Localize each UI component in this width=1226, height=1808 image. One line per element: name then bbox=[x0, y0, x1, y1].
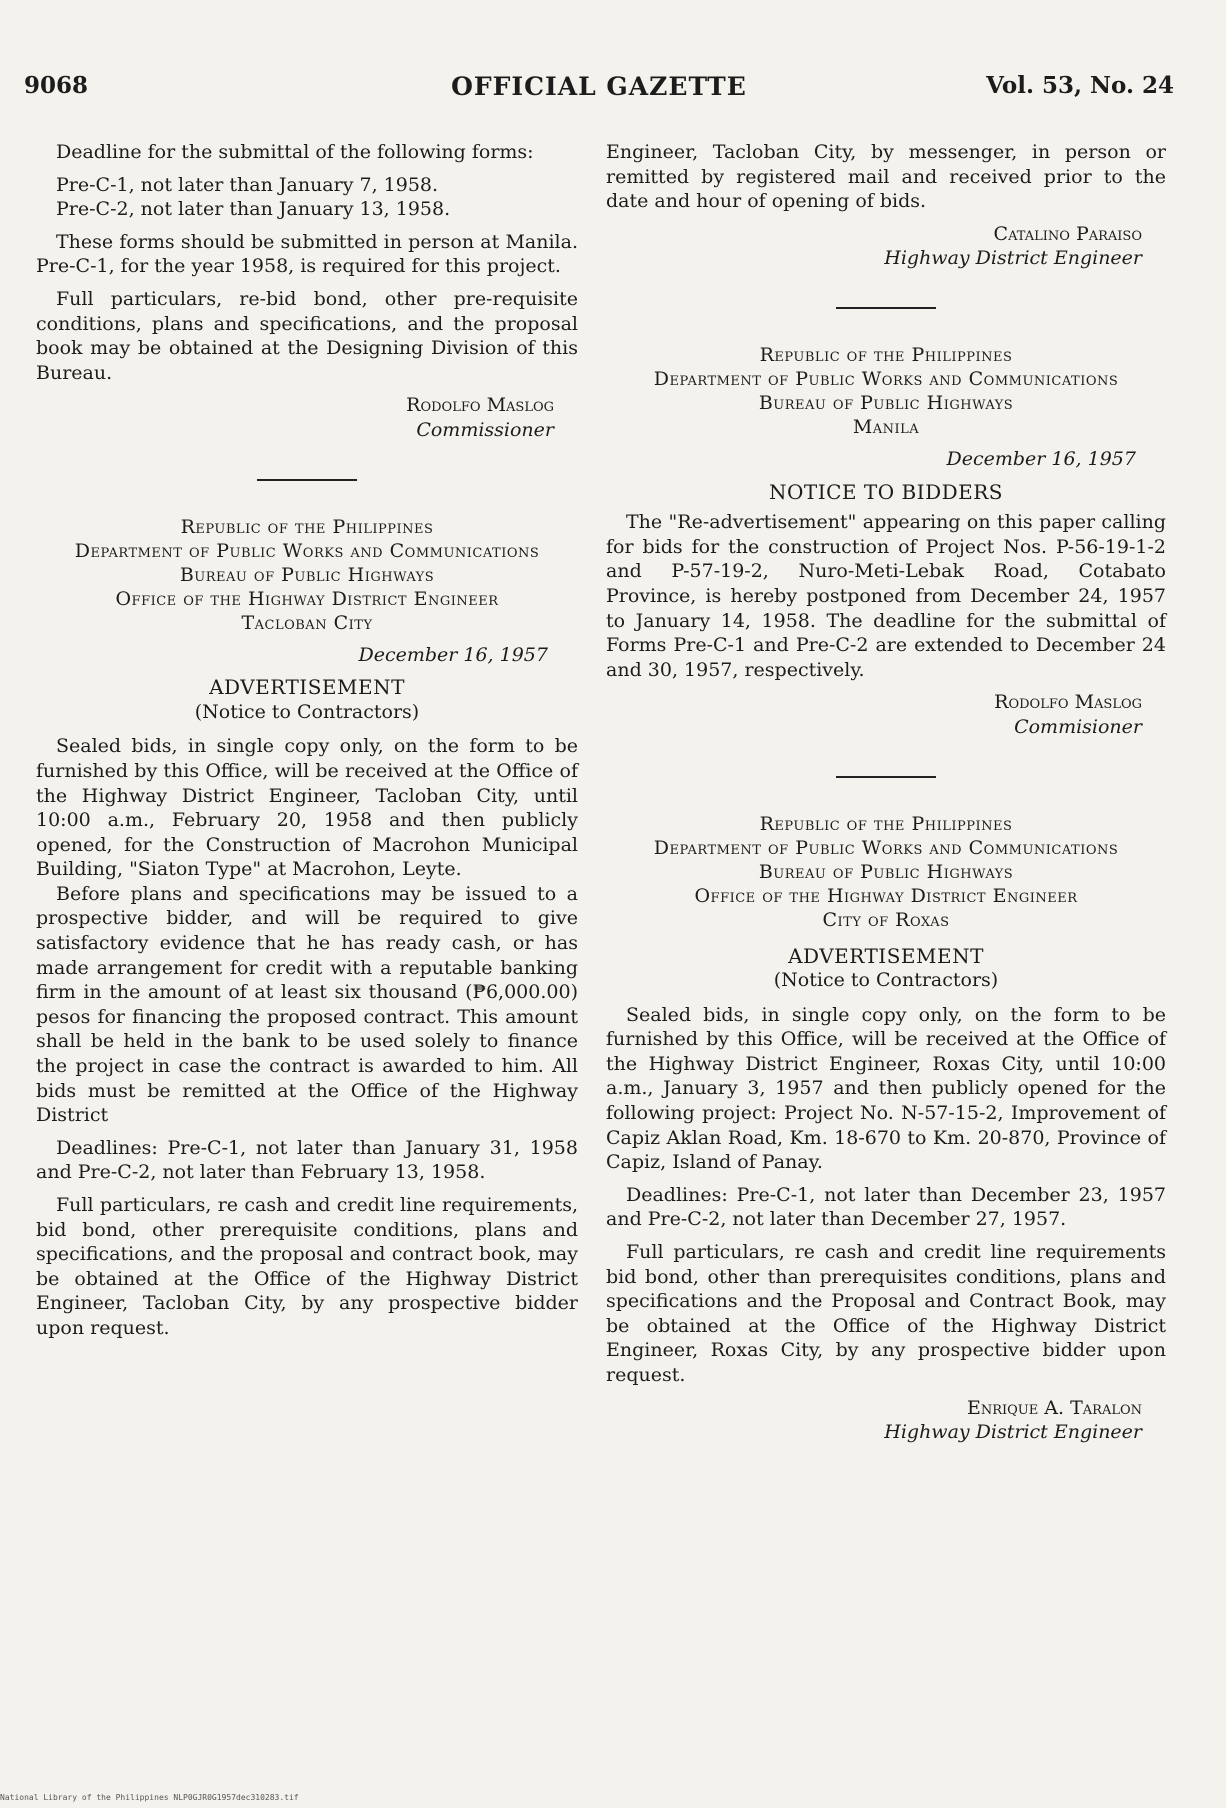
office-line-3: Office of the Highway District Engineer bbox=[694, 884, 1078, 907]
city-line-3: City of Roxas bbox=[822, 908, 950, 931]
credit-paragraph: Before plans and specifications may be issued to a prospective bidder, and will be required to give satisfactory evidence that he has ready cash, or has made arrangement for credit with a reputable banking firm in the amount of at least six thousand (₱6,000.00) pesos for financing the proposed contract. This amount shall be held in the bank to be used solely to finance the project in case the contract is awarded to him. All bids must be remitted at the Office of the Highway District bbox=[36, 882, 578, 1127]
office-line: Office of the Highway District Engineer bbox=[115, 587, 499, 610]
bids-paragraph: Sealed bids, in single copy only, on the form to be furnished by this Office, will be received at the Office of the Highway District Engineer, Tacloban City, until 10:00 a.m., February 20, 1958 and then publicly opened, for the Construction of Macrohon Municipal Building, "Siaton Type" at Macrohon, Leyte. bbox=[36, 735, 578, 881]
notice-subhead: (Notice to Contractors) bbox=[194, 700, 420, 723]
right-column bbox=[606, 140, 1166, 1445]
left-column bbox=[36, 140, 578, 1349]
republic-line-2: Republic of the Philippines bbox=[759, 343, 1013, 366]
section-divider-3 bbox=[836, 776, 936, 778]
bureau-line-3: Bureau of Public Highways bbox=[758, 860, 1014, 883]
signatory-name-4: Enrique A. Taralon bbox=[966, 1396, 1142, 1419]
notice-headline: ADVERTISEMENT bbox=[209, 675, 405, 700]
manila-line: Manila bbox=[852, 415, 920, 438]
notice-date-2: December 16, 1957 bbox=[946, 447, 1136, 470]
deadlines-paragraph: Deadlines: Pre-C-1, not later than January 31, 1958 and Pre-C-2, not later than February 13, 1958. bbox=[36, 1136, 578, 1184]
department-line: Department of Public Works and Communications bbox=[74, 539, 540, 562]
section-divider bbox=[257, 479, 357, 481]
notice-date: December 16, 1957 bbox=[358, 643, 548, 666]
notice-headline-3: ADVERTISEMENT bbox=[788, 943, 984, 968]
publication-title: OFFICIAL GAZETTE bbox=[451, 72, 747, 101]
section-divider-2 bbox=[836, 307, 936, 309]
postponement-paragraph: The "Re-advertisement" appearing on this paper calling for bids for the construction of Project Nos. P-56-19-1-2 and P-57-19-2, Nuro-Meti-Lebak Road, Cotabato Province, is hereby postponed from December 24, 1957 to January 14, 1958. The deadline for the submittal of Forms Pre-C-1 and Pre-C-2 are extended to December 24 and 30, 1957, respectively. bbox=[606, 511, 1166, 681]
bids-paragraph-3: Sealed bids, in single copy only, on the form to be furnished by this Office, will be received at the Office of the Highway District Engineer, Roxas City, until 10:00 a.m., January 3, 1957 and then publicly opened for the following project: Project No. N-57-15-2, Improvement of Capiz Aklan Road, Km. 18-670 to Km. 20-870, Province of Capiz, Island of Panay. bbox=[606, 1003, 1166, 1174]
deadline-intro: Deadline for the submittal of the following forms: bbox=[56, 141, 534, 163]
page-header bbox=[24, 72, 1174, 112]
department-line-3: Department of Public Works and Communications bbox=[653, 836, 1119, 859]
signatory-name-2: Catalino Paraiso bbox=[993, 222, 1142, 245]
deadline-pre-c-1: Pre-C-1, not later than January 7, 1958. bbox=[56, 173, 439, 196]
particulars-paragraph-2: Full particulars, re cash and credit line requirements, bid bond, other prerequisite conditions, plans and specifications, and the proposal and contract book, may be obtained at the Office of the Highway District Engineer, Tacloban City, by any prospective bidder upon request. bbox=[36, 1194, 578, 1339]
bureau-line-2: Bureau of Public Highways bbox=[758, 391, 1014, 414]
particulars-paragraph: Full particulars, re-bid bond, other pre-requisite conditions, plans and specifications, and the proposal book may be obtained at the Designing Division of this Bureau. bbox=[36, 287, 578, 384]
signatory-title-3: Commisioner bbox=[1014, 715, 1142, 738]
deadline-pre-c-2: Pre-C-2, not later than January 13, 1958. bbox=[56, 198, 451, 221]
signatory-name: Rodolfo Maslog bbox=[406, 394, 554, 417]
signatory-name-3: Rodolfo Maslog bbox=[994, 691, 1142, 714]
department-line-2: Department of Public Works and Communications bbox=[653, 367, 1119, 390]
bureau-line: Bureau of Public Highways bbox=[179, 563, 435, 586]
page-number: 9068 bbox=[24, 72, 89, 99]
signatory-title-2: Highway District Engineer bbox=[884, 247, 1142, 270]
continued-paragraph: Engineer, Tacloban City, by messenger, in person or remitted by registered mail and received prior to the date and hour of opening of bids. bbox=[606, 141, 1166, 213]
signatory-title-4: Highway District Engineer bbox=[884, 1421, 1142, 1444]
scan-footer: National Library of the Philippines NLP0GJR0G1957dec310283.tif bbox=[0, 1793, 299, 1802]
republic-line-3: Republic of the Philippines bbox=[759, 812, 1013, 835]
city-line: Tacloban City bbox=[241, 611, 373, 634]
notice-subhead-3: (Notice to Contractors) bbox=[773, 969, 999, 992]
notice-headline-2: NOTICE TO BIDDERS bbox=[768, 479, 1004, 504]
deadlines-paragraph-3: Deadlines: Pre-C-1, not later than December 23, 1957 and Pre-C-2, not later than December 27, 1957. bbox=[606, 1183, 1166, 1231]
volume-number: Vol. 53, No. 24 bbox=[986, 72, 1174, 99]
forms-paragraph: These forms should be submitted in person at Manila. Pre-C-1, for the year 1958, is required for this project. bbox=[36, 230, 578, 278]
signatory-title: Commissioner bbox=[416, 418, 554, 441]
particulars-paragraph-3: Full particulars, re cash and credit line requirements bid bond, other than prerequisites conditions, plans and specifications and the Proposal and Contract Book, may be obtained at the Office of the Highway District Engineer, Roxas City, by any prospective bidder upon request. bbox=[606, 1241, 1166, 1386]
republic-line: Republic of the Philippines bbox=[180, 515, 434, 538]
